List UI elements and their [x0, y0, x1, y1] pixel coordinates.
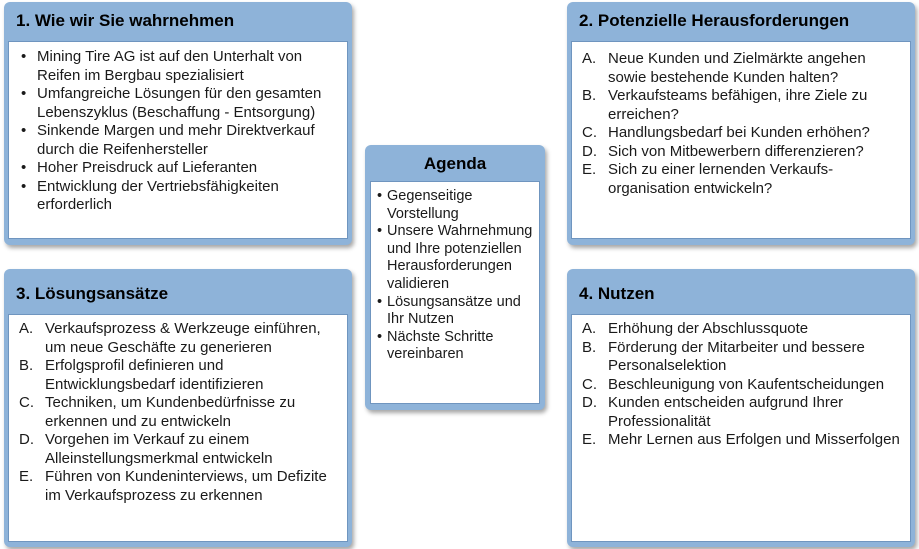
list-text: Vorgehen im Verkauf zu einem Alleinstellungsmerkmal entwickeln	[45, 431, 273, 467]
list-text: Neue Kunden und Zielmärkte angehen sowie bestehende Kunden halten?	[608, 50, 866, 86]
list-item	[582, 161, 902, 198]
list-text: Erhöhung der Abschlussquote	[608, 320, 809, 337]
panel-title: 1. Wie wir Sie wahrnehmen	[16, 11, 235, 30]
agenda-list	[375, 188, 535, 364]
panel-loesungsansaetze	[4, 269, 352, 547]
list-item	[582, 124, 902, 143]
list-text: Handlungsbedarf bei Kunden erhöhen?	[608, 124, 870, 141]
panel-title: 4. Nutzen	[579, 284, 655, 303]
agenda-item: • Nächste Schritte vereinbaren	[375, 329, 535, 364]
list-text: Erfolgsprofil definieren und Entwicklungsbedarf identifizieren	[45, 357, 264, 393]
list-text: Mehr Lernen aus Erfolgen und Misserfolgen	[608, 431, 900, 448]
list-marker: E.	[582, 431, 597, 448]
list-marker: C.	[582, 375, 597, 393]
list-text: Beschleunigung von Kaufentscheidungen	[608, 375, 885, 393]
list-text: Sich von Mitbewerbern differenzieren?	[608, 142, 864, 160]
panel-body	[370, 181, 540, 404]
agenda-item: • Unsere Wahrnehmung und Ihre potenziellen Herausforderungen validieren	[375, 223, 535, 293]
agenda-item: • Gegenseitige Vorstellung	[375, 188, 535, 223]
list-text: Techniken, um Kundenbedürfnisse zu erkennen und zu entwickeln	[45, 394, 296, 430]
list-marker: A.	[19, 320, 34, 337]
list-item: • Mining Tire AG ist auf den Unterhalt von Reifen im Bergbau spezialisiert	[15, 48, 341, 85]
list-text: Sich zu einer lernenden Verkaufs-organisation entwickeln?	[608, 161, 834, 197]
list-text: Kunden entscheiden aufgrund Ihrer Professionalität	[608, 394, 844, 430]
panel-body	[571, 41, 911, 239]
list-item	[582, 394, 904, 431]
list-item	[19, 357, 341, 394]
list-item	[582, 87, 902, 124]
list-text: Führen von Kundeninterviews, um Defizite im Verkaufsprozess zu erkennen	[45, 468, 327, 504]
lettered-list	[582, 320, 904, 450]
agenda-item: • Lösungsansätze und Ihr Nutzen	[375, 294, 535, 329]
list-item: • Entwicklung der Vertriebsfähigkeiten erforderlich	[15, 178, 341, 215]
list-item: • Umfangreiche Lösungen für den gesamten Lebenszyklus (Beschaffung - Entsorgung)	[15, 85, 341, 122]
list-marker: E.	[19, 468, 34, 485]
list-text: Förderung der Mitarbeiter und bessere Personalselektion	[608, 338, 865, 374]
panel-herausforderungen	[567, 2, 915, 245]
list-marker: B.	[582, 338, 597, 356]
list-item	[582, 143, 902, 162]
list-marker: C.	[19, 394, 34, 411]
list-item	[582, 339, 904, 376]
list-marker: B.	[19, 357, 34, 374]
list-item	[582, 376, 904, 395]
panel-title: 2. Potenzielle Herausforderungen	[579, 11, 850, 30]
list-marker: C.	[582, 124, 597, 141]
list-item	[19, 394, 341, 431]
list-item: • Sinkende Margen und mehr Direktverkauf durch die Reifenhersteller	[15, 122, 341, 159]
list-text: Verkaufsteams befähigen, ihre Ziele zu erreichen?	[608, 87, 868, 123]
list-marker: D.	[582, 394, 597, 411]
panel-wahrnehmung	[4, 2, 352, 245]
list-item	[582, 431, 904, 450]
bullet-list	[15, 48, 341, 215]
panel-body	[571, 314, 911, 542]
list-item	[19, 468, 341, 505]
list-marker: B.	[582, 87, 597, 104]
panel-agenda	[365, 145, 545, 410]
list-marker: D.	[19, 431, 34, 448]
panel-body	[8, 41, 348, 239]
list-item	[582, 50, 902, 87]
panel-body	[8, 314, 348, 542]
list-text: Verkaufsprozess & Werkzeuge einführen, um neue Geschäfte zu generieren	[45, 320, 321, 356]
list-marker: E.	[582, 161, 597, 178]
agenda-title: Agenda	[423, 154, 487, 173]
lettered-list	[582, 50, 902, 198]
panel-title: 3. Lösungsansätze	[16, 284, 169, 303]
list-marker: D.	[582, 142, 597, 160]
list-item: • Hoher Preisdruck auf Lieferanten	[15, 159, 341, 178]
list-marker: A.	[582, 320, 597, 337]
list-item	[19, 320, 341, 357]
lettered-list	[19, 320, 341, 505]
list-item	[19, 431, 341, 468]
panel-nutzen	[567, 269, 915, 547]
list-marker: A.	[582, 50, 597, 67]
list-item	[582, 320, 904, 339]
